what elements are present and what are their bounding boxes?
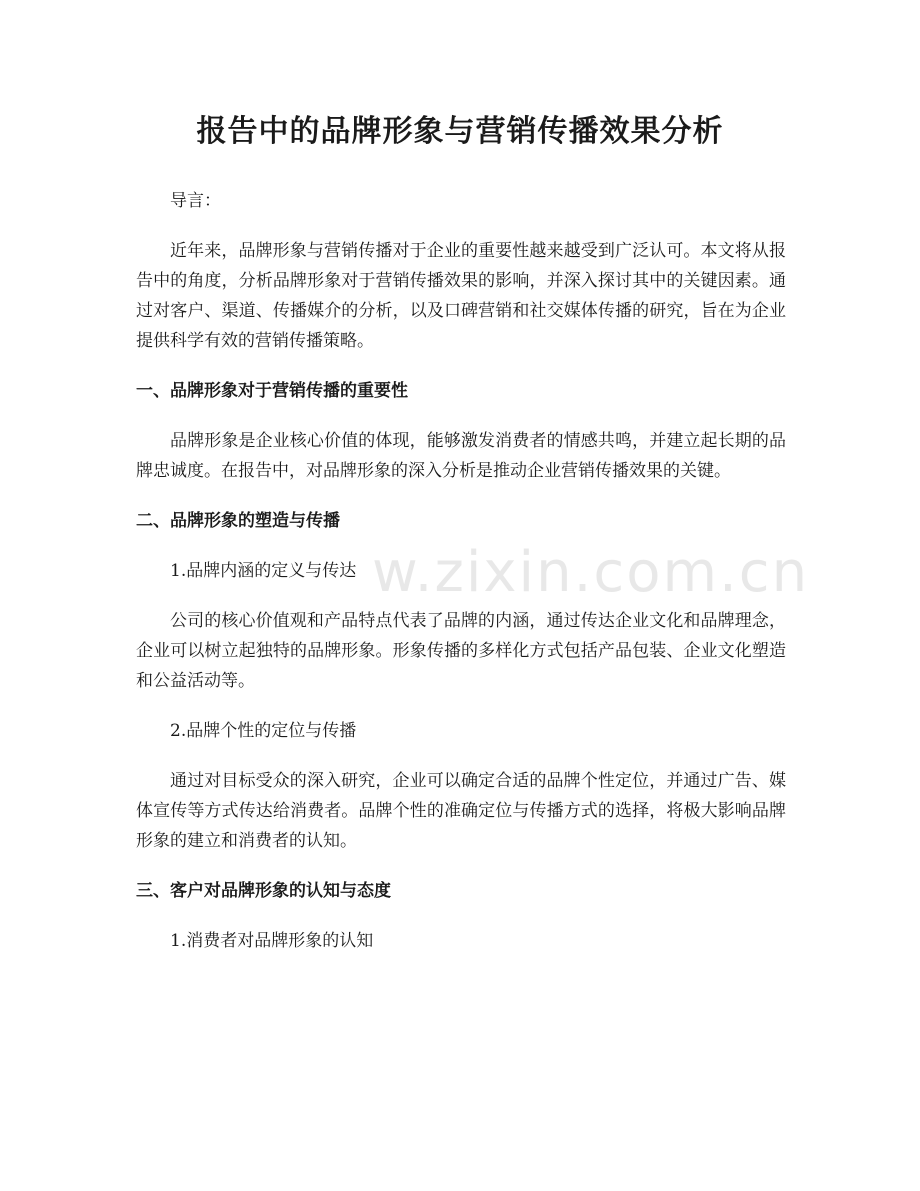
intro-paragraph: 近年来，品牌形象与营销传播对于企业的重要性越来越受到广泛认可。本文将从报告中的角度，分析品牌形象对于营销传播效果的影响，并深入探讨其中的关键因素。通过对客户、渠道、传播媒介的分析，以及口碑营销和社交媒体传播的研究，旨在为企业提供科学有效的营销传播策略。 (136, 241, 786, 351)
section-2-subheading-2: 2.品牌个性的定位与传播 (170, 721, 357, 741)
section-2-subheading-1: 1.品牌内涵的定义与传达 (170, 561, 357, 581)
section-3-subheading-1: 1.消费者对品牌形象的认知 (170, 931, 374, 951)
section-2-heading: 二、品牌形象的塑造与传播 (136, 511, 340, 531)
section-2-paragraph-1: 公司的核心价值观和产品特点代表了品牌的内涵，通过传达企业文化和品牌理念，企业可以树立起独特的品牌形象。形象传播的多样化方式包括产品包装、企业文化塑造和公益活动等。 (136, 611, 786, 691)
intro-label: 导言： (170, 191, 221, 211)
section-1-heading: 一、品牌形象对于营销传播的重要性 (136, 381, 408, 401)
section-1-paragraph: 品牌形象是企业核心价值的体现，能够激发消费者的情感共鸣，并建立起长期的品牌忠诚度。在报告中，对品牌形象的深入分析是推动企业营销传播效果的关键。 (136, 431, 786, 481)
document-body (136, 186, 786, 976)
document-title: 报告中的品牌形象与营销传播效果分析 (196, 114, 724, 149)
section-3-heading: 三、客户对品牌形象的认知与态度 (136, 881, 391, 901)
watermark-text: w.zixin.com.cn (372, 540, 810, 605)
section-2-paragraph-2: 通过对目标受众的深入研究，企业可以确定合适的品牌个性定位，并通过广告、媒体宣传等方式传达给消费者。品牌个性的准确定位与传播方式的选择，将极大影响品牌形象的建立和消费者的认知。 (136, 771, 786, 851)
